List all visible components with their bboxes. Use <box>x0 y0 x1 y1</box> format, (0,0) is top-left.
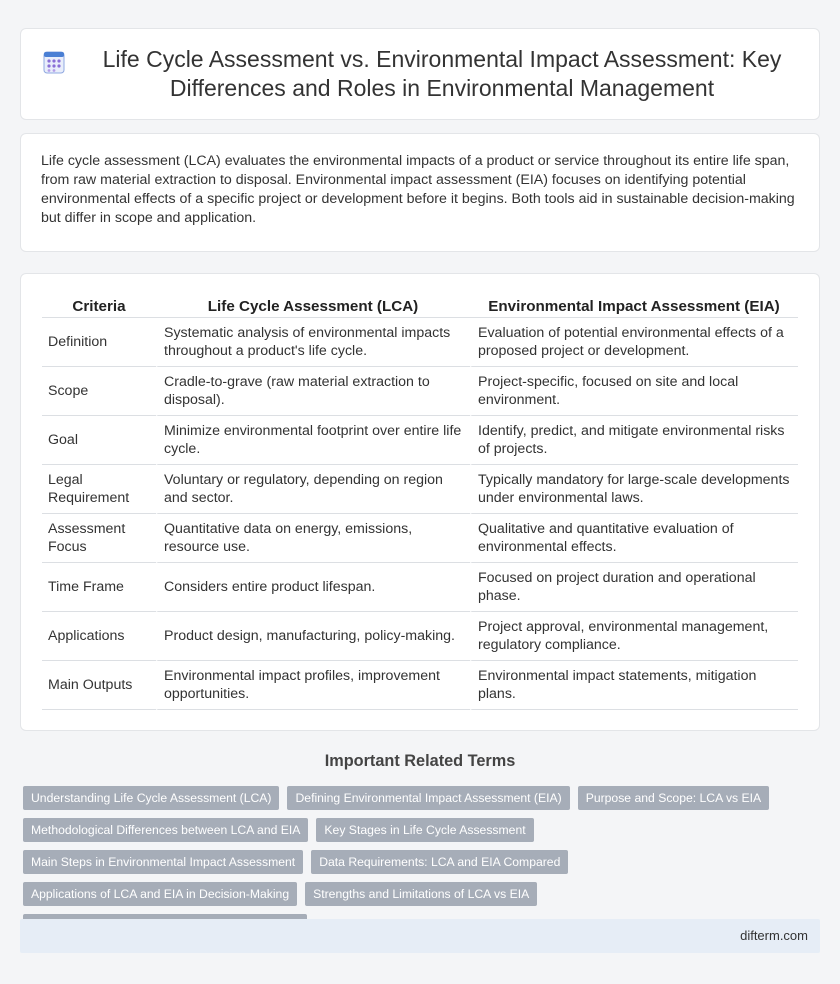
document-list-icon <box>41 49 67 75</box>
lca-cell: Considers entire product lifespan. <box>156 563 470 612</box>
table-row <box>42 318 798 367</box>
lca-cell: Systematic analysis of environmental impacts throughout a product's life cycle. <box>156 318 470 367</box>
lca-cell: Cradle-to-grave (raw material extraction to disposal). <box>156 367 470 416</box>
table-row <box>42 563 798 612</box>
related-term-tag[interactable]: Strengths and Limitations of LCA vs EIA <box>305 882 537 906</box>
related-term-tag[interactable]: Applications of LCA and EIA in Decision-Making <box>23 882 297 906</box>
criteria-cell: Definition <box>42 318 156 367</box>
eia-cell: Focused on project duration and operational phase. <box>470 563 798 612</box>
intro-card <box>20 133 820 252</box>
footer <box>20 919 820 953</box>
related-term-tag[interactable]: Understanding Life Cycle Assessment (LCA) <box>23 786 279 810</box>
related-term-tag[interactable]: Key Stages in Life Cycle Assessment <box>316 818 533 842</box>
header-card <box>20 28 820 120</box>
related-term-tag[interactable]: Purpose and Scope: LCA vs EIA <box>578 786 769 810</box>
related-term-tag[interactable]: Main Steps in Environmental Impact Assessment <box>23 850 303 874</box>
criteria-cell: Assessment Focus <box>42 514 156 563</box>
related-terms-title: Important Related Terms <box>324 752 516 770</box>
related-term-tag[interactable]: Methodological Differences between LCA and EIA <box>23 818 308 842</box>
comparison-table-card <box>20 273 820 731</box>
table-row <box>42 514 798 563</box>
criteria-cell: Scope <box>42 367 156 416</box>
criteria-cell: Main Outputs <box>42 661 156 710</box>
criteria-cell: Time Frame <box>42 563 156 612</box>
eia-cell: Project approval, environmental management, regulatory compliance. <box>470 612 798 661</box>
lca-cell: Environmental impact profiles, improvement opportunities. <box>156 661 470 710</box>
table-row <box>42 465 798 514</box>
page-title: Life Cycle Assessment vs. Environmental Impact Assessment: Key Differences and Roles in Environmental Management <box>102 46 782 101</box>
criteria-cell: Legal Requirement <box>42 465 156 514</box>
comparison-table <box>42 296 798 710</box>
criteria-cell: Applications <box>42 612 156 661</box>
eia-cell: Environmental impact statements, mitigation plans. <box>470 661 798 710</box>
related-term-tag[interactable]: Data Requirements: LCA and EIA Compared <box>311 850 568 874</box>
intro-paragraph: Life cycle assessment (LCA) evaluates the environmental impacts of a product or service throughout its entire life span, from raw material extraction to disposal. Environmental impact assessment (EIA) focuses on identifying potential environmental effects of a specific project or development before it begins. Both tools aid in sustainable decision-making but differ in scope and application. <box>41 153 795 226</box>
criteria-cell: Goal <box>42 416 156 465</box>
eia-cell: Project-specific, focused on site and local environment. <box>470 367 798 416</box>
table-row <box>42 416 798 465</box>
table-row <box>42 367 798 416</box>
eia-cell: Evaluation of potential environmental effects of a proposed project or development. <box>470 318 798 367</box>
eia-cell: Identify, predict, and mitigate environmental risks of projects. <box>470 416 798 465</box>
lca-cell: Voluntary or regulatory, depending on region and sector. <box>156 465 470 514</box>
table-row <box>42 661 798 710</box>
header-criteria: Criteria <box>42 296 156 318</box>
eia-cell: Typically mandatory for large-scale developments under environmental laws. <box>470 465 798 514</box>
table-row <box>42 612 798 661</box>
lca-cell: Minimize environmental footprint over entire life cycle. <box>156 416 470 465</box>
related-term-tag[interactable]: Defining Environmental Impact Assessment (EIA) <box>287 786 569 810</box>
header <box>41 45 799 103</box>
header-lca: Life Cycle Assessment (LCA) <box>156 296 470 318</box>
lca-cell: Quantitative data on energy, emissions, resource use. <box>156 514 470 563</box>
header-eia: Environmental Impact Assessment (EIA) <box>470 296 798 318</box>
table-header-row <box>42 296 798 318</box>
site-link[interactable]: difterm.com <box>740 928 808 943</box>
lca-cell: Product design, manufacturing, policy-making. <box>156 612 470 661</box>
eia-cell: Qualitative and quantitative evaluation of environmental effects. <box>470 514 798 563</box>
